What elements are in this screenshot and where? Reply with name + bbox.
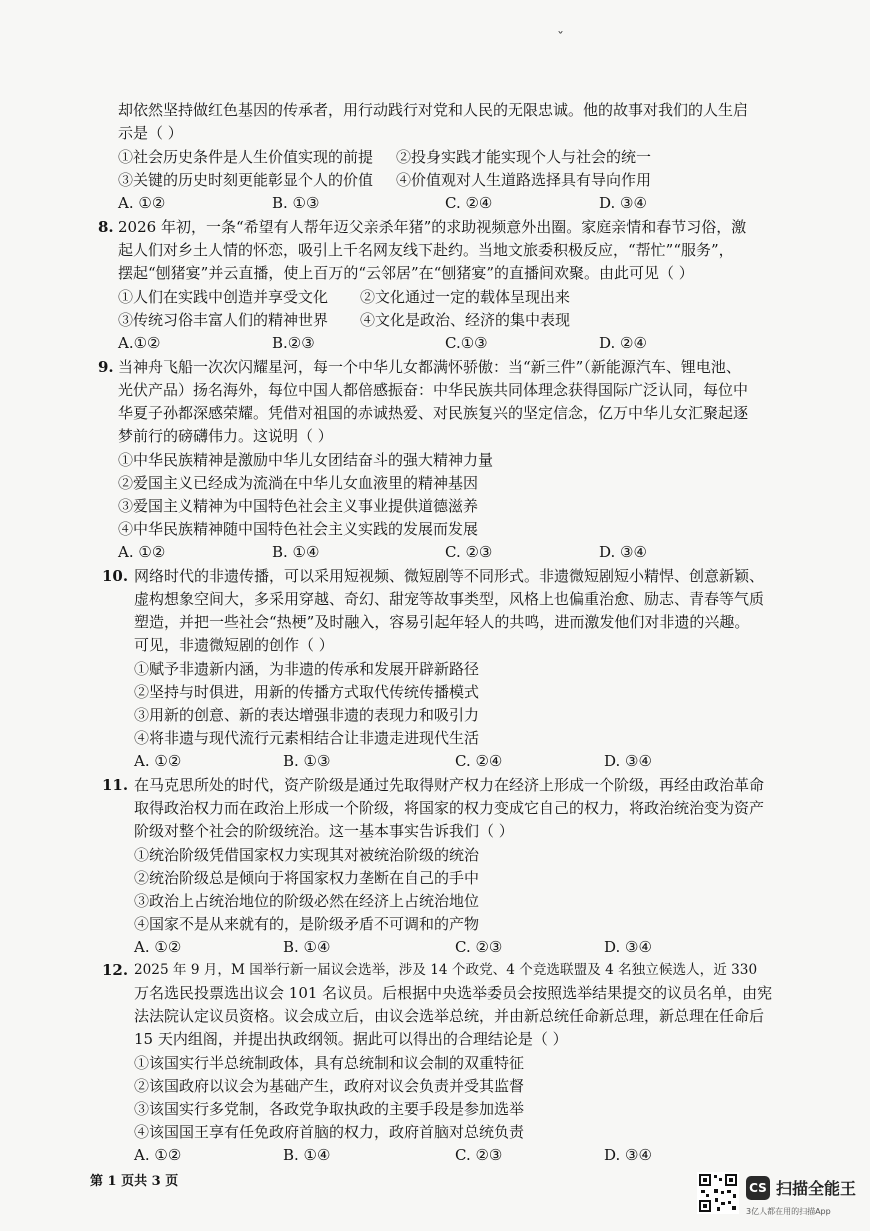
statement: ②文化通过一定的载体呈现出来 [360, 288, 571, 306]
statement: ④价值观对人生道路选择具有导向作用 [396, 171, 652, 189]
question-number: 11. [102, 776, 129, 794]
option-b[interactable]: B. ①③ [272, 194, 320, 212]
option-c[interactable]: C. ②③ [455, 938, 503, 956]
question-stem-line: 华夏子孙都深感荣耀。凭借对祖国的赤诚热爱、对民族复兴的坚定信念，亿万中华儿女汇聚起逐 [118, 404, 749, 422]
question-stem-line: 光伏产品）扬名海外，每位中国人都倍感振奋：中华民族共同体理念获得国际广泛认同，每位中 [118, 381, 749, 399]
question-stem-line: 2026 年初，一条“希望有人帮年迈父亲杀年猪”的求助视频意外出圈。家庭亲情和春节习俗，激 [118, 218, 747, 236]
statement: ④文化是政治、经济的集中表现 [360, 311, 571, 329]
statement: ④国家不是从来就有的，是阶级矛盾不可调和的产物 [134, 915, 480, 933]
statement: ①社会历史条件是人生价值实现的前提 [118, 148, 374, 166]
option-d[interactable]: D. ③④ [599, 543, 647, 561]
statement: ③该国实行多党制，各政党争取执政的主要手段是参加选举 [134, 1100, 525, 1118]
option-b[interactable]: B.②③ [272, 334, 315, 352]
statement: ③用新的创意、新的表达增强非遗的表现力和吸引力 [134, 706, 480, 724]
question-number: 10. [102, 567, 129, 585]
question-stem-line: 15 天内组阁，并提出执政纲领。据此可以得出的合理结论是（ ） [134, 1030, 568, 1048]
option-b[interactable]: B. ①④ [283, 1146, 331, 1164]
option-d[interactable]: D. ③④ [604, 938, 652, 956]
question-stem-line: 法法院认定议员资格。议会成立后，由议会选举总统，并由新总统任命新总理，新总理在任命后 [134, 1007, 765, 1025]
question-stem-line: 2025 年 9 月，M 国举行新一届议会选举，涉及 14 个政党、4 个竞选联盟及 4 名独立候选人，近 330 [134, 962, 758, 978]
statement: ①中华民族精神是激励中华儿女团结奋斗的强大精神力量 [118, 451, 494, 469]
question-number: 8. [98, 218, 114, 236]
statement: ①统治阶级凭借国家权力实现其对被统治阶级的统治 [134, 846, 480, 864]
statement: ④中华民族精神随中国特色社会主义实践的发展而发展 [118, 520, 479, 538]
question-stem-line: 在马克思所处的时代，资产阶级是通过先取得财产权力在经济上形成一个阶级，再经由政治革命 [134, 776, 765, 794]
statement: ③政治上占统治地位的阶级必然在经济上占统治地位 [134, 892, 480, 910]
scan-mark: ˇ [557, 30, 564, 46]
question-stem-line: 当神舟飞船一次次闪耀星河，每一个中华儿女都满怀骄傲：当“新三件”（新能源汽车、锂电池、 [118, 358, 741, 376]
statement: ③爱国主义精神为中国特色社会主义事业提供道德滋养 [118, 497, 479, 515]
question-stem-line: 虚构想象空间大，多采用穿越、奇幻、甜宠等故事类型，风格上也偏重治愈、励志、青春等气质 [134, 590, 765, 608]
statement: ②该国政府以议会为基础产生，政府对议会负责并受其监督 [134, 1077, 525, 1095]
option-c[interactable]: C. ②④ [445, 194, 493, 212]
option-b[interactable]: B. ①③ [283, 752, 331, 770]
option-c[interactable]: C. ②④ [455, 752, 503, 770]
statement: ③传统习俗丰富人们的精神世界 [118, 311, 329, 329]
statement: ①赋予非遗新内涵，为非遗的传承和发展开辟新路径 [134, 660, 480, 678]
option-a[interactable]: A. ①② [134, 752, 182, 770]
statement: ②统治阶级总是倾向于将国家权力垄断在自己的手中 [134, 869, 480, 887]
question-stem-line: 网络时代的非遗传播，可以采用短视频、微短剧等不同形式。非遗微短剧短小精悍、创意新颖、 [134, 567, 765, 585]
qr-code-icon [697, 1172, 739, 1214]
statement: ②坚持与时俱进，用新的传播方式取代传统传播模式 [134, 683, 480, 701]
option-b[interactable]: B. ①④ [283, 938, 331, 956]
scanner-tagline: 3亿人都在用的扫描App [746, 1207, 831, 1216]
option-c[interactable]: C.①③ [445, 334, 488, 352]
option-c[interactable]: C. ②③ [445, 543, 493, 561]
question-number: 9. [98, 358, 114, 376]
question-stem-line: 可见，非遗微短剧的创作（ ） [134, 636, 334, 654]
statement: ①该国实行半总统制政体，具有总统制和议会制的双重特征 [134, 1054, 525, 1072]
option-a[interactable]: A.①② [118, 334, 161, 352]
statement: ④该国国王享有任免政府首脑的权力，政府首脑对总统负责 [134, 1123, 525, 1141]
option-d[interactable]: D. ③④ [604, 752, 652, 770]
option-a[interactable]: A. ①② [118, 543, 166, 561]
statement: ①人们在实践中创造并享受文化 [118, 288, 329, 306]
statement: ③关键的历史时刻更能彰显个人的价值 [118, 171, 374, 189]
question-number: 12. [102, 961, 129, 979]
question-stem-line: 阶级对整个社会的阶级统治。这一基本事实告诉我们（ ） [134, 822, 514, 840]
option-a[interactable]: A. ①② [134, 938, 182, 956]
option-a[interactable]: A. ①② [134, 1146, 182, 1164]
question-stem-line: 万名选民投票选出议会 101 名议员。后根据中央选举委员会按照选举结果提交的议员名单，由宪 [134, 984, 773, 1002]
question-stem-line: 起人们对乡土人情的怀恋，吸引上千名网友线下赴约。当地文旅委积极反应，“帮忙”“服务”， [118, 241, 734, 259]
question-stem-line: 示是（ ） [118, 124, 183, 142]
option-b[interactable]: B. ①④ [272, 543, 320, 561]
option-a[interactable]: A. ①② [118, 194, 166, 212]
statement: ②爱国主义已经成为流淌在中华儿女血液里的精神基因 [118, 474, 479, 492]
question-stem-line: 梦前行的磅礴伟力。这说明（ ） [118, 427, 333, 445]
question-stem-line: 却依然坚持做红色基因的传承者，用行动践行对党和人民的无限忠诚。他的故事对我们的人生启 [118, 101, 749, 119]
question-stem-line: 摆起“刨猪宴”并云直播，使上百万的“云邻居”在“刨猪宴”的直播间欢聚。由此可见（ ） [118, 264, 694, 282]
question-stem-line: 取得政治权力而在政治上形成一个阶级，将国家的权力变成它自己的权力，将政治统治变为资产 [134, 799, 765, 817]
question-stem-line: 塑造，并把一些社会“热梗”及时融入，容易引起年轻人的共鸣，进而激发他们对非遗的兴趣。 [134, 613, 750, 631]
camscanner-logo: CS [746, 1176, 770, 1200]
page-footer: 第 1 页共 3 页 [90, 1174, 179, 1189]
statement: ②投身实践才能实现个人与社会的统一 [396, 148, 652, 166]
option-d[interactable]: D. ③④ [604, 1146, 652, 1164]
scanner-app-name: 扫描全能王 [776, 1179, 857, 1198]
statement: ④将非遗与现代流行元素相结合让非遗走进现代生活 [134, 729, 480, 747]
option-d[interactable]: D. ③④ [599, 194, 647, 212]
option-c[interactable]: C. ②③ [455, 1146, 503, 1164]
option-d[interactable]: D. ②④ [599, 334, 647, 352]
